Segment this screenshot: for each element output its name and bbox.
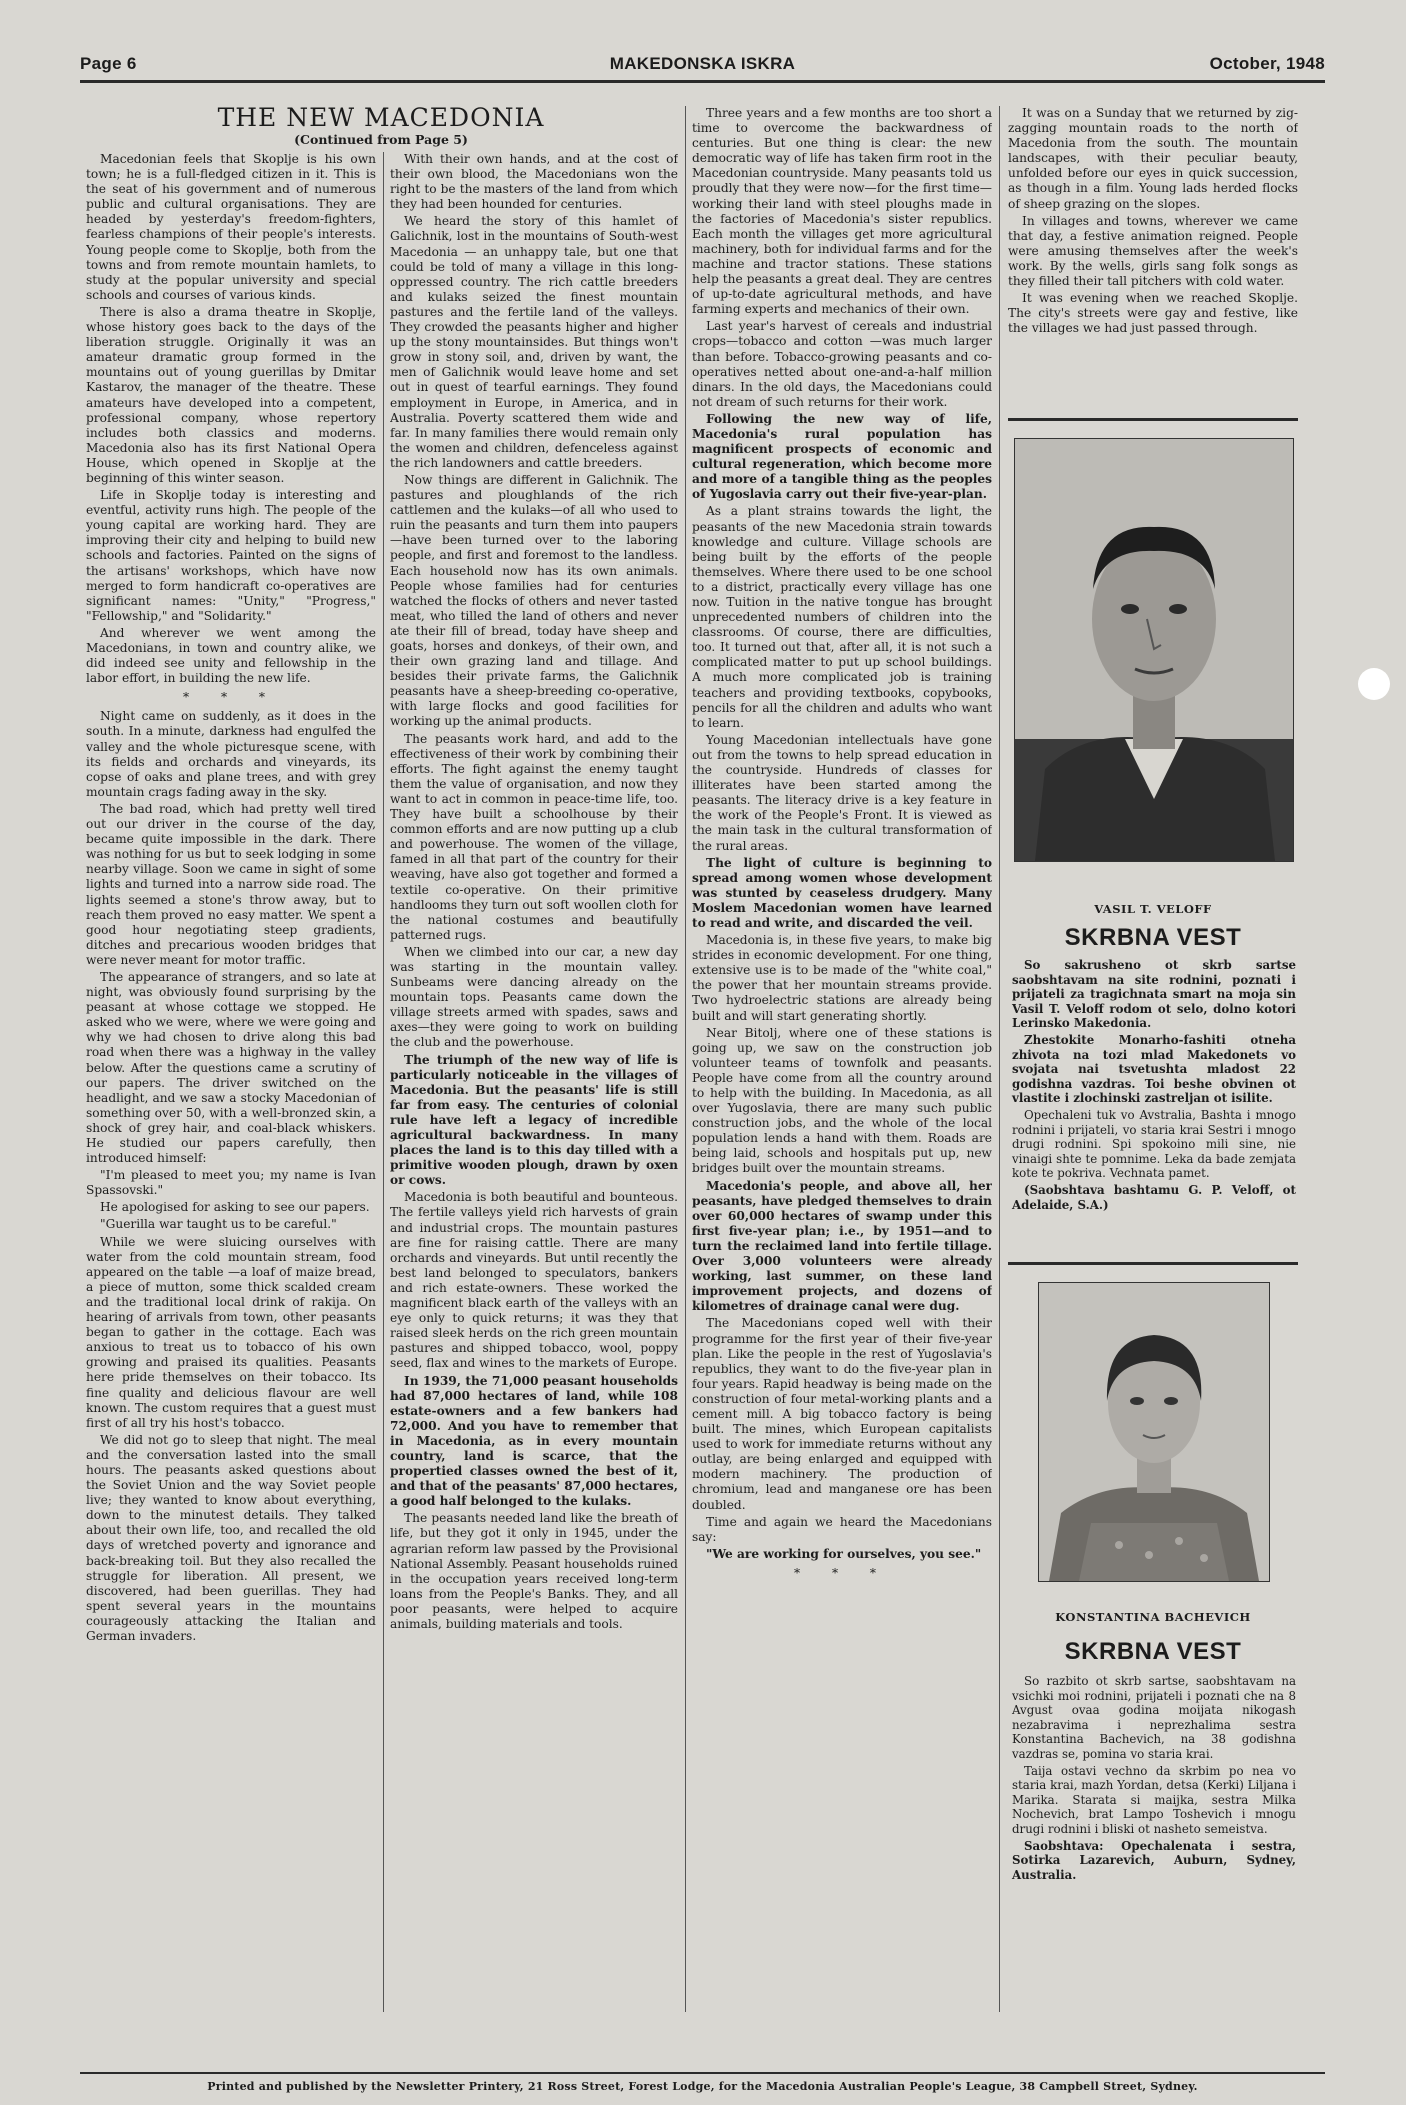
paragraph: While we were sluicing ourselves with water from the cold mountain stream, food appeared on the table —a loaf of maize bread, a piece of mutton, some thick scalded cream and the traditional local drink of rakija. On hearing of arrivals from town, other peasants began to gather in the cottage. Each was anxious to treat us to tobacco of his own growing and praised its qualities. Peasants here pride themselves on their tobacco. Its fine quality and delicious flavour are well known. The custom requires that a guest must first of all try his host's tobacco. xyxy=(86,1234,376,1430)
article-subtitle: (Continued from Page 5) xyxy=(294,132,468,147)
paragraph: The Macedonians coped well with their programme for the first year of their five-year plan. Like the people in the rest of Yugoslavia's republics, they want to do the five-year plan in four years. Rapid headway is being made on the construction of four metal-working plants and a cement mill. A big tobacco factory is being built. The mines, which European capitalists used to work for immediate returns without any outlay, are being enlarged and equipped with modern machinery. The production of chromium, lead and manganese ore has been doubled. xyxy=(692,1316,992,1512)
paragraph: Time and again we heard the Macedonians say: xyxy=(692,1514,992,1544)
issue-date: October, 1948 xyxy=(1209,54,1325,73)
paragraph: It was on a Sunday that we returned by zig-zagging mountain roads to the north of Macedonia from the south. The mountain landscapes, with their peculiar beauty, unfolded before our eyes in quick succession, as though in a film. Young lads herded flocks of sheep grazing on the slopes. xyxy=(1008,106,1298,211)
printer-imprint: Printed and published by the Newsletter Printery, 21 Ross Street, Forest Lodge, for the Macedonia Australian People's League, 38 Campbell Street, Sydney. xyxy=(207,2080,1198,2093)
masthead-rule xyxy=(80,80,1325,83)
paragraph: We heard the story of this hamlet of Galichnik, lost in the mountains of South-west Macedonia — an unhappy tale, but one that could be told of many a village in this long-oppressed country. The rich cattle breeders and kulaks seized the finest mountain pastures and the fertile land of the valleys. They crowded the peasants higher and higher up the stony mountainsides. But things won't grow in stony soil, and, driven by want, the men of Galichnik would leave home and set out in quest of tearful earnings. They found employment in Europe, in America, and in Australia. Poverty scattered them wide and far. In many families there would remain only the women and children, defenceless against the rich landowners and cattle breeders. xyxy=(390,214,678,470)
death-notice-veloff xyxy=(1012,958,1296,1214)
section-separator: * * * xyxy=(182,690,280,705)
paragraph: And wherever we went among the Macedonians, in town and country alike, we did indeed see unity and fellowship in the labor effort, in building the new life. xyxy=(86,625,376,686)
notice-heading: SKRBNA VEST xyxy=(1064,1638,1242,1665)
punch-hole xyxy=(1358,668,1390,700)
section-separator: * * * xyxy=(793,1565,891,1580)
newspaper-name: MAKEDONSKA ISKRA xyxy=(609,54,796,73)
masthead xyxy=(80,48,1325,78)
notice-paragraph: So sakrusheno ot skrb sartse saobshtavam na site rodnini, poznati i prijateli za tragichnata smart na moja sin Vasil T. Veloff rodom ot selo, dolno kotori Lerinsko Makedonia. xyxy=(1012,958,1296,1031)
bold-paragraph: The triumph of the new way of life is particularly noticeable in the villages of Macedonia. But the peasants' life is still far from easy. The centuries of colonial rule have left a legacy of incredible agricultural backwardness. In many places the land is to this day tilled with a primitive wooden plough, drawn by oxen or cows. xyxy=(390,1052,678,1188)
article-column-1 xyxy=(86,152,376,2012)
section-rule xyxy=(1008,418,1298,421)
section-rule xyxy=(1008,1262,1298,1265)
notice-paragraph: Opechaleni tuk vo Avstralia, Bashta i mnogo rodnini i prijateli, vo staria krai Sestri i mnogo drugi rodnini. Spi spokoino mili sine, nie vinaigi shte te pomnime. Leka da bade zemjata kote te pokriva. Vechnata pamet. xyxy=(1012,1107,1296,1181)
notice-paragraph: So razbito ot skrb sartse, saobshtavam na vsichki moi rodnini, prijateli i poznati che na 8 Avgust ovaa godina moijata nikogash nezabravima i neprezhalima sestra Konstantina Bachevich, na 38 godishna vazdras se, pomina vo staria krai. xyxy=(1012,1674,1296,1761)
notice-paragraph: Taija ostavi vechno da skrbim po nea vo staria krai, mazh Yordan, detsa (Kerki) Liljana i Marika. Starata si maijka, sestra Milka Nochevich, brat Lampo Toshevich i mnogu drugi rodnini i bliski ot nasheto semeistva. xyxy=(1012,1763,1296,1836)
article-title-block xyxy=(86,104,676,147)
paragraph: The peasants needed land like the breath of life, but they got it only in 1945, under the agrarian reform law passed by the Provisional National Assembly. Peasant households ruined in the occupation years received long-term loans from the People's Banks. They, and all poor peasants, were helped to acquire animals, building materials and tools. xyxy=(390,1511,678,1631)
column-divider xyxy=(685,106,686,2012)
paragraph: The peasants work hard, and add to the effectiveness of their work by combining their efforts. The fight against the enemy taught them the value of organisation, and now they want to act in common in peace-time life, too. They have built a schoolhouse by their common efforts and are now putting up a club and powerhouse. The women of the village, famed in all that part of the country for their weaving, have also got together and formed a textile co-operative. On their primitive handlooms they turn out soft woollen cloth for the national costumes and beautifully patterned rugs. xyxy=(390,731,678,942)
photo-caption: KONSTANTINA BACHEVICH xyxy=(1055,1610,1251,1624)
paragraph: Three years and a few months are too short a time to overcome the backwardness of centuries. But one thing is clear: the new democratic way of life has taken firm root in the Macedonian countryside. Many peasants told us proudly that they were now—for the first time—working their land with steel ploughs made in the factories of Macedonia's sister republics. Each month the villages get more agricultural machinery, both for individual farms and for the machine and tractor stations. These stations help the peasants a great deal. They are centres of up-to-date agricultural methods, and have farming experts and mechanics of their own. xyxy=(692,106,992,317)
article-column-2 xyxy=(390,152,678,2012)
notice-signature: Saobshtava: Opechalenata i sestra, Sotirka Lazarevich, Auburn, Sydney, Australia. xyxy=(1012,1838,1296,1882)
closing-quote: "We are working for ourselves, you see." xyxy=(706,1546,982,1561)
paragraph: With their own hands, and at the cost of their own blood, the Macedonians won the right to be the masters of the land from which they had been hounded for centuries. xyxy=(390,152,678,212)
paragraph: "Guerilla war taught us to be careful." xyxy=(100,1217,337,1232)
paragraph: In villages and towns, wherever we came that day, a festive animation reigned. People were amusing themselves after the week's work. By the wells, girls sang folk songs as they filled their tall pitchers with cold water. xyxy=(1008,213,1298,289)
paragraph: Now things are different in Galichnik. The pastures and ploughlands of the rich cattlemen and the kulaks—of all who used to ruin the peasants and turn them into paupers—have been turned over to the laboring people, and first and foremost to the landless. Each household now has its own animals. People whose families had for centuries watched the flocks of others and never tasted meat, who tilled the land of others and never ate their fill of bread, today have sheep and goats, horses and donkeys, of their own, and their own grazing land and tillage. And besides their private farms, the Galichnik peasants have a sheep-breeding co-operative, with large flocks and good facilities for working up the animal products. xyxy=(390,472,678,729)
death-notice-bachevich xyxy=(1012,1674,1296,1884)
paragraph: Young Macedonian intellectuals have gone out from the towns to help spread education in the countryside. Hundreds of classes for illiterates have been started among the peasants. The literacy drive is a key feature in the work of the People's Front. It is viewed as the main task in the cultural transformation of the rural areas. xyxy=(692,732,992,853)
portrait-bachevich-image xyxy=(1039,1283,1269,1581)
paragraph: Night came on suddenly, as it does in the south. In a minute, darkness had engulfed the valley and the whole picturesque scene, with its fields and orchards and vineyards, its copse of oaks and plane trees, and with grey mountain crags fading away in the sky. xyxy=(86,709,376,799)
portrait-photo-veloff xyxy=(1014,438,1294,862)
notice-paragraph: Zhestokite Monarho-fashiti otneha zhivota na tozi mlad Makedonets vo svojata nai tsvetushta mladost 22 godishna vazdras. Toi beshe obvinen ot vlastite i zloсhinski zastreljan ot isilite. xyxy=(1012,1032,1296,1106)
notice-signature: (Saobshtava bashtamu G. P. Veloff, ot Adelaide, S.A.) xyxy=(1012,1182,1296,1212)
portrait-photo-bachevich xyxy=(1038,1282,1270,1582)
bold-paragraph: Macedonia's people, and above all, her peasants, have pledged themselves to drain over 60,000 hectares of swamp under this first five-year plan; i.e., by 1951—and to turn the reclaimed land into fertile tillage. Over 3,000 volunteers were already working, last summer, on these land improvement projects, and dozens of kilometres of drainage canal were dug. xyxy=(692,1178,992,1314)
article-title: THE NEW MACEDONIA xyxy=(217,103,545,132)
paragraph: When we climbed into our car, a new day was starting in the mountain valley. Sunbeams were dancing already on the mountain tops. Peasants came down the village streets armed with spades, saws and axes—they were going to work on building the club and the powerhouse. xyxy=(390,944,678,1050)
paragraph: "I'm pleased to meet you; my name is Ivan Spassovski." xyxy=(86,1168,376,1198)
portrait-veloff-image xyxy=(1015,439,1293,861)
paragraph: Macedonia is, in these five years, to make big strides in economic development. For one thing, extensive use is to be made of the "white coal," the power that her mountain streams provide. Two hydroelectric stations are already being built and will start generating shortly. xyxy=(692,933,992,1023)
paragraph: It was evening when we reached Skoplje. The city's streets were gay and festive, like the villages we had just passed through. xyxy=(1008,291,1298,336)
article-column-3 xyxy=(692,106,992,2012)
paragraph: Last year's harvest of cereals and industrial crops—tobacco and cotton —was much larger than before. Tobacco-growing peasants and co-operatives netted about one-and-a-half million dinars. In the old days, the Macedonians could not dream of such returns for their work. xyxy=(692,319,992,409)
photo-caption: VASIL T. VELOFF xyxy=(1094,902,1212,916)
paragraph: He apologised for asking to see our papers. xyxy=(100,1200,370,1215)
bold-paragraph: In 1939, the 71,000 peasant households had 87,000 hectares of land, while 108 estate-owners and a few bankers had 72,000. And you have to remember that in Macedonia, as in every mountain country, land is scarce, that the propertied classes owned the best of it, and that of the peasants' 87,000 hectares, a good half belonged to the kulaks. xyxy=(390,1373,678,1509)
page-number: Page 6 xyxy=(80,54,137,73)
paragraph: Macedonia is both beautiful and bounteous. The fertile valleys yield rich harvests of grain and industrial crops. The mountain pastures are fine for raising cattle. There are many orchards and vineyards. But until recently the best land belonged to speculators, bankers and rich estate-owners. These worked the magnificent black earth of the valleys with an eye only to quick returns; it was they that raised sleek herds on the rich green mountain pastures and shipped tobacco, wool, poppy seed, flax and wines to the markets of Europe. xyxy=(390,1190,678,1371)
notice-heading: SKRBNA VEST xyxy=(1064,924,1242,951)
bold-paragraph: Following the new way of life, Macedonia's rural population has magnificent prospects of economic and cultural regeneration, which become more and more of a tangible thing as the peoples of Yugoslavia carry out their five-year-plan. xyxy=(692,411,992,502)
footer-rule xyxy=(80,2072,1325,2074)
paragraph: We did not go to sleep that night. The meal and the conversation lasted into the small hours. The peasants asked questions about the Soviet Union and the way Soviet people live; they wanted to know about everything, down to the minutest details. They talked about their own life, too, and recalled the old days of wretched poverty and ignorance and back-breaking toil. But they also recalled the struggle for liberation. All present, we discovered, had been guerillas. They had spent several years in the mountains courageously attacking the Italian and German invaders. xyxy=(86,1432,376,1643)
bold-paragraph: The light of culture is beginning to spread among women whose development was stunted by ceaseless drudgery. Many Moslem Macedonian women have learned to read and write, and discarded the veil. xyxy=(692,855,992,930)
paragraph: The bad road, which had pretty well tired out our driver in the course of the day, became quite impossible in the dark. There was nothing for us but to seek lodging in some nearby village. Soon we came in sight of some lights and turned into a narrow side road. The lights seemed a stone's throw away, but to reach them proved no easy matter. We spent a good hour negotiating steep gradients, ditches and precarious wooden bridges that were never meant for motor traffic. xyxy=(86,801,376,967)
paragraph: Life in Skoplje today is interesting and eventful, activity runs high. The people of the young capital are working hard. They are improving their city and helping to build new schools and factories. Painted on the signs of the artisans' workshops, which have now merged to form handicraft co-operatives are significant names: "Unity," "Progress," "Fellowship," and "Solidarity." xyxy=(86,488,376,623)
paragraph: As a plant strains towards the light, the peasants of the new Macedonia strain towards knowledge and culture. Village schools are being built by the efforts of the people themselves. Where there used to be one school to a district, practically every village has one now. Tuition in the native tongue has brought unprecedented numbers of children into the classrooms. Of course, there are difficulties, too. It turned out that, after all, it is not such a complicated matter to put up school buildings. A much more complicated job is training teachers and providing textbooks, copybooks, pencils for all the children and adults who want to learn. xyxy=(692,504,992,730)
column-divider xyxy=(999,106,1000,2012)
paragraph: Macedonian feels that Skoplje is his own town; he is a full-fledged citizen in it. This is the seat of his government and of numerous public and cultural organisations. They are headed by yesterday's freedom-fighters, fearless champions of their people's interests. Young people come to Skoplje, both from the towns and from remote mountain hamlets, to study at the popular university and special schools and courses of various kinds. xyxy=(86,152,376,302)
column-divider xyxy=(383,152,384,2012)
paragraph: Near Bitolj, where one of these stations is going up, we saw on the construction job volunteer teams of townfolk and peasants. People have come from all the country around to help with the building. In Macedonia, as all over Yugoslavia, there are many such public construction jobs, and the whole of the local population lends a hand with them. Roads are being laid, schools and hospitals put up, new bridges built over the mountain streams. xyxy=(692,1025,992,1176)
article-column-4 xyxy=(1008,106,1298,406)
paragraph: The appearance of strangers, and so late at night, was obviously found surprising by the peasant at whose cottage we stopped. He asked who we were, where we were going and why we had chosen to drive along this bad road when there was a highway in the valley below. After the questions came a scrutiny of our papers. The driver switched on the headlight, and we saw a stocky Macedonian of something over 50, with a well-bronzed skin, a shock of grey hair, and coal-black whiskers. He studied our papers carefully, then introduced himself: xyxy=(86,969,376,1166)
paragraph: There is also a drama theatre in Skoplje, whose history goes back to the days of the liberation struggle. Originally it was an amateur dramatic group formed in the mountains out of young guerillas by Dmitar Kastarov, the manager of the theatre. These amateurs have developed into a competent, professional company, whose repertory includes both classics and moderns. Macedonia also has its first National Opera House, which opened in Skoplje at the beginning of this winter season. xyxy=(86,304,376,485)
